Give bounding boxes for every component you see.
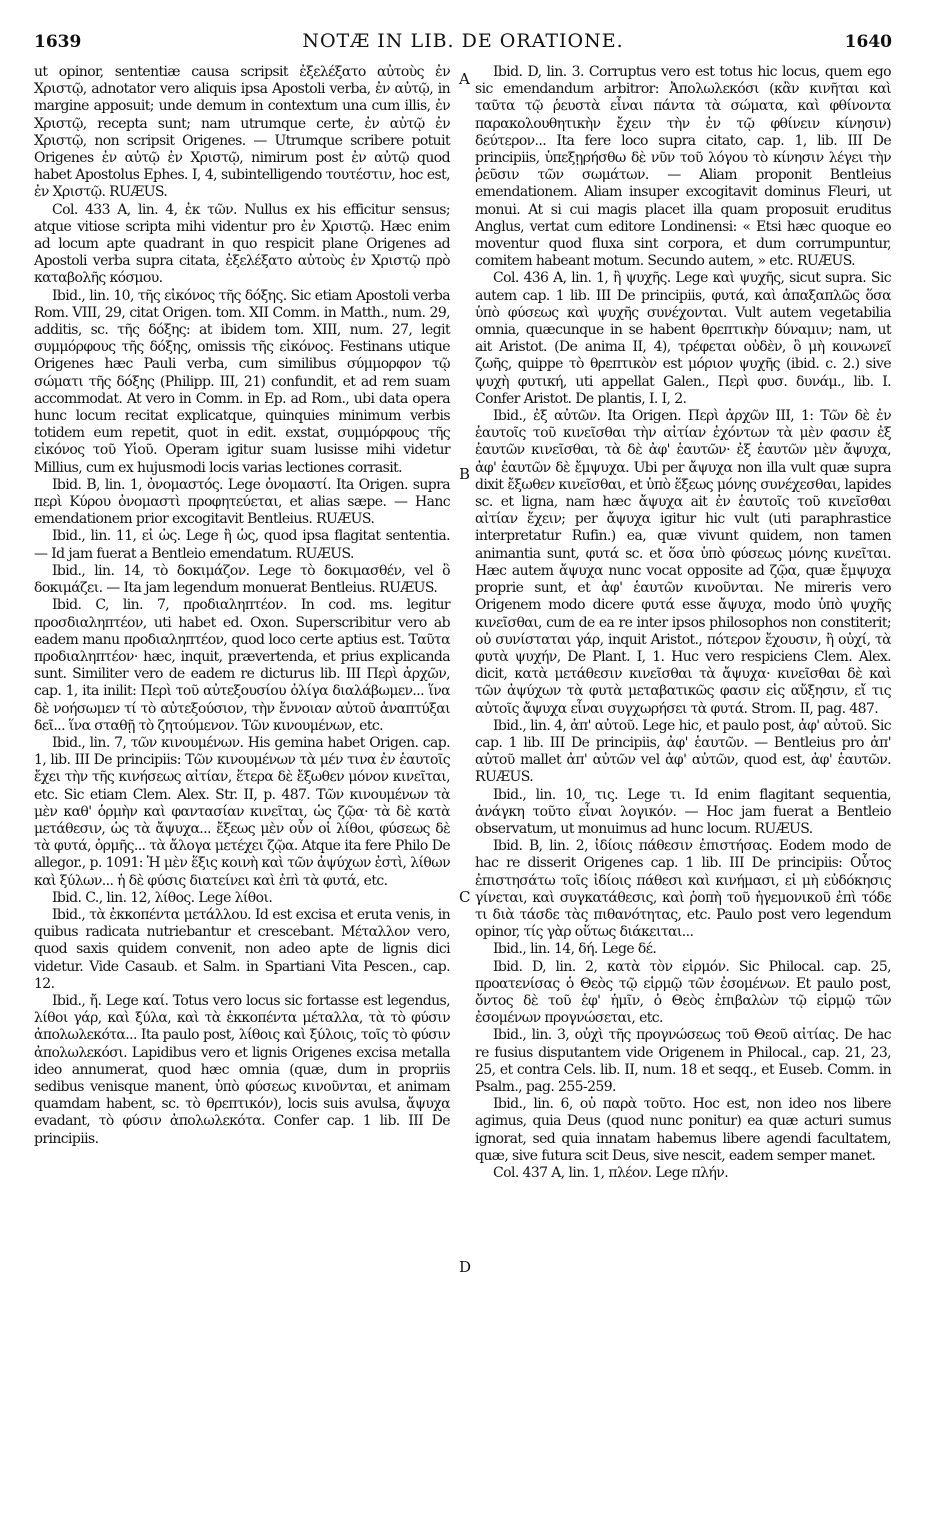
- note-paragraph: Ibid., lin. 7, τῶν κινουμένων. His gemina habet Origen. cap. 1, lib. III De principiis: Τῶν κινουμένων τὰ μέν τινα ἐν ἑαυτοῖς ἔχει τὴν τῆς κινήσεως αἰτίαν, ἕτερα δὲ ἔξωθεν μόνον κινεῖται, etc. Sic etiam Clem. Alex. Str. II, p. 487. Τῶν κινουμένων τὰ μὲν καθ' ὁρμὴν καὶ φαντασίαν κινεῖται, ὡς ζῷα· τὰ δὲ κατὰ μετάθεσιν, ὡς τὰ ἄψυχα... ἔξεως μὲν οὖν οἱ λίθοι, φύσεως δὲ τὰ φυτά, ὁρμῆς... τὰ ἄλογα μετέχει ζῷα. Atque ita fere Philo De allegor., p. 1091: Ἡ μὲν ἕξις κοινὴ καὶ τῶν ἀψύχων ἐστὶ, λίθων καὶ ξύλων... ἡ δὲ φύσις διατείνει καὶ ἐπὶ τὰ φυτά, etc.: [34, 734, 450, 889]
- note-paragraph: Ibid. C., lin. 12, λίθος. Lege λίθοι.: [52, 889, 273, 906]
- left-column: [34, 64, 450, 1148]
- note-paragraph: Col. 433 A, lin. 4, ἐκ τῶν. Nullus ex his efficitur sensus; atque vitiose scripta mihi videntur pro ἐν Χριστῷ. Hæc enim ad locum apte quadrant in quo respicit plane Origenes ad Apostoli verba supra citata, ἐξελέξατο αὐτοὺς ἐν Χριστῷ πρὸ καταβολῆς κόσμου.: [34, 201, 450, 287]
- section-marker-d: D: [459, 1258, 472, 1276]
- note-paragraph: Ibid., lin. 10, τῆς εἰκόνος τῆς δόξης. Sic etiam Apostoli verba Rom. VIII, 29, citat Origen. tom. XII Comm. in Matth., num. 29, additis, sc. τῆς δόξης: at ibidem tom. XIII, num. 27, legit συμμόρφους τῆς δόξης, omissis τῆς εἰκόνος. Festinans utique Origenes hæc Pauli verba, cum similibus σύμμορφον τῷ σώματι τῆς δόξης (Philipp. III, 21) confundit, et ad rem suam accommodat. At vero in Comm. in Ep. ad Rom., ubi data opera hunc locum recitat explicatque, quinquies minimum verbis totidem eum repetit, quot in edit. exstat, συμμόρφους τῆς εἰκόνος τοῦ Υἱοῦ. Operam igitur suam lusisse mihi videtur Millius, cum ex hujusmodi locis varias lectiones corrasit.: [34, 287, 450, 476]
- note-paragraph: ut opinor, sententiæ causa scripsit ἐξελέξατο αὐτοὺς ἐν Χριστῷ, adnotator vero aliquis ipsa Apostoli verba, ἐν αὐτῷ, in margine apposuit; unde demum in contextum una cum illis, ἐν Χριστῷ, recepta sunt; nam utrumque certe, ἐν αὐτῷ ἐν Χριστῷ, non scripsit Origenes. — Utrumque scribere potuit Origenes ἐν αὐτῷ ἐν Χριστῷ, nimirum post ἐν αὐτῷ quod habet Apostolus Ephes. I, 4, subintelligendo τουτέστιν, hoc est, ἐν Χριστῷ. RUÆUS.: [34, 64, 450, 201]
- note-paragraph: Ibid., ἤ. Lege καί. Totus vero locus sic fortasse est legendus, λίθοι γάρ, καὶ ξύλα, καὶ τὰ ἐκκοπέντα μέταλλα, τὰ τὸ φύσιν ἀπολωλεκότα... Ita paulo post, λίθοις καὶ ξύλοις, τοῖς τὸ φύσιν ἀπολωλεκόσι. Lapidibus vero et lignis Origenes excisa metalla ideo annumerat, quod hæc omnia (quæ, dum in propriis sedibus venisque manent, ὑπὸ φύσεως κινοῦνται, et animam quamdam habent, sc. τὸ θρεπτικόν), locis suis avulsa, ἄψυχα evadant, τὸ φύσιν ἀπολωλεκότα. Confer cap. 1 lib. III De principiis.: [34, 992, 450, 1147]
- note-paragraph: Ibid., lin. 14, δή. Lege δέ.: [493, 941, 657, 958]
- note-paragraph: Ibid., lin. 14, τὸ δοκιμάζον. Lege τὸ δοκιμασθέν, vel ὃ δοκιμάζει. — Ita jam legendum monuerat Bentleius. RUÆUS.: [34, 562, 450, 597]
- note-paragraph: Ibid. B, lin. 1, ὀνομαστός. Lege ὀνομαστί. Ita Origen. supra περὶ Κύρου ὀνομαστὶ προφητεύεται, et alias sæpe. — Hanc emendationem prior excogitavit Bentleius. RUÆUS.: [34, 476, 450, 528]
- note-paragraph: Ibid. B, lin. 2, ἰδίοις πάθεσιν ἐπιστήσας. Eodem modo de hac re disserit Origenes cap. 1 lib. III De principiis: Οὗτος ἐπιστησάτω τοῖς ἰδίοις πάθεσι καὶ κινήμασι, εἰ μὴ εὐδόκησις γίνεται, καὶ συγκατάθεσις, καὶ ῥοπὴ τοῦ ἡγεμονικοῦ ἐπὶ τόδε τι διὰ τάσδε τὰς πιθανότητας, etc. Paulo post vero legendum opinor, τίς γὰρ οὕτως διάκειται...: [475, 838, 891, 941]
- note-paragraph: Ibid. D, lin. 3. Corruptus vero est totus hic locus, quem ego sic emendandum arbitror: Ἀπολωλεκόσι (κἂν κινῆται καὶ ταῦτα τῷ ῥευστὰ εἶναι πάντα τὰ σώματα, καὶ φθίνοντα παρακολουθητικὴν ἔχειν τὴν ἐν τῷ φθίνειν κίνησιν) δεύτερον... Ita fere loco supra citato, cap. 1, lib. III De principiis, ὑπεξῃρήσθω δὲ νῦν τοῦ λόγου τὸ κίνησιν λέγει τὴν ῥεῦσιν τῶν σωμάτων. — Aliam proponit Bentleius emendationem. Aliam insuper excogitavit dominus Fleuri, ut monui. At si cui magis placet illa quam proposuit eruditus Anglus, vertat cum editore Londinensi: « Etsi hæc quoque eo moventur quod fluxa sint corpora, et dum corrumpuntur, comitem habeant motum. Secundo autem, » etc. RUÆUS.: [475, 64, 891, 270]
- note-paragraph: Col. 436 A, lin. 1, ἢ ψυχῆς. Lege καὶ ψυχῆς, sicut supra. Sic autem cap. 1 lib. III De principiis, φυτά, καὶ ἁπαξαπλῶς ὅσα ὑπὸ φύσεως καὶ ψυχῆς συνέχονται. Vult autem vegetabilia omnia, quæcunque in se habent θρεπτικὴν δύναμιν; nam, ut ait Aristot. (De anima II, 4), τρέφεται οὐδὲν, ὃ μὴ κοινωνεῖ ζωῆς, quippe τὸ θρεπτικὸν est μόριον ψυχῆς (ibid. c. 2.) sive ψυχὴ φυτική, uti appellat Galen., Περὶ φυσ. δυνάμ., lib. I. Confer Aristot. De plantis, I. I, 2.: [475, 270, 891, 407]
- note-paragraph: Col. 437 A, lin. 1, πλέον. Lege πλήν.: [493, 1165, 729, 1181]
- note-paragraph: Ibid., τὰ ἐκκοπέντα μετάλλου. Id est excisa et eruta venis, in quibus radicata nutriebantur et crescebant. Μέταλλον vero, quod saxis quidem convenit, non adeo apte de lignis dici videtur. Vide Casaub. et Salm. in Spartiani Vita Pescen., cap. 12.: [34, 906, 450, 992]
- right-column: [475, 64, 891, 1182]
- note-paragraph: Ibid. C, lin. 7, προδιαληπτέον. In cod. ms. legitur προσδιαληπτέον, uti habet ed. Oxon. Superscribitur vero ab eadem manu προδιαληπτέον, quod loco certe aptius est. Ταῦτα προδιαληπτέον· hæc, inquit, prævertenda, et prius explicanda sunt. Similiter vero de eadem re dicturus lib. III Περὶ ἀρχῶν, cap. 1, ita inilit: Περὶ τοῦ αὐτεξουσίου ὀλίγα διαλάβωμεν... ἵνα δὲ νοήσωμεν τί τὸ αὐτεξούσιον, τὴν ἔννοιαν αὐτοῦ ἀναπτύξαι δεῖ... ἵνα σταθῇ τὸ ζητούμενον. Τῶν κινουμένων, etc.: [34, 597, 450, 734]
- note-paragraph: Ibid. D, lin. 2, κατὰ τὸν εἱρμόν. Sic Philocal. cap. 25, προατενίσας ὁ Θεὸς τῷ εἱρμῷ τῶν ἐσομένων. Et paulo post, ὄντος δὲ τοῦ ἐφ' ἡμῖν, ὁ Θεὸς ἐπιβαλὼν τῷ εἱρμῷ τῶν ἐσομένων προγνώσεται, etc.: [475, 958, 891, 1027]
- note-paragraph: Ibid., lin. 4, ἀπ' αὐτοῦ. Lege hic, et paulo post, ἀφ' αὐτοῦ. Sic cap. 1 lib. III De principiis, ἀφ' ἑαυτῶν. — Bentleius pro ἀπ' αὐτοῦ mallet ἀπ' αὐτῶν vel ἀφ' αὐτῶν, quod est, ἀφ' ἑαυτῶν. RUÆUS.: [475, 717, 891, 786]
- section-marker-b: B: [459, 465, 471, 483]
- page-number-right: 1640: [844, 32, 892, 52]
- running-title: NOTÆ IN LIB. DE ORATIONE.: [302, 30, 624, 52]
- note-paragraph: Ibid., lin. 11, εἰ ὡς. Lege ἢ ὡς, quod ipsa flagitat sententia. — Id jam fuerat a Bentleio emendatum. RUÆUS.: [34, 528, 450, 562]
- note-paragraph: Ibid., lin. 3, οὐχὶ τῆς προγνώσεως τοῦ Θεοῦ αἰτίας. De hac re fusius disputantem vide Origenem in Philocal., cap. 21, 23, 25, et contra Cels. lib. II, num. 18 et seqq., et Euseb. Comm. in Psalm., pag. 255-259.: [475, 1027, 891, 1095]
- note-paragraph: Ibid., lin. 6, οὐ παρὰ τοῦτο. Hoc est, non ideo nos libere agimus, quia Deus (quod nunc ponitur) ea quæ acturi sumus ignorat, sed quia innatam habemus libere agendi facultatem, quæ, sive futura scit Deus, sive nescit, eadem semper manet.: [475, 1096, 891, 1164]
- page-number-left: 1639: [34, 32, 82, 52]
- note-paragraph: Ibid., lin. 10, τις. Lege τι. Id enim flagitant sequentia, ἀνάγκη τοῦτο εἶναι λογικόν. — Hoc jam fuerat a Bentleio observatum, ut monuimus ad hunc locum. RUÆUS.: [475, 786, 891, 837]
- section-marker-c: C: [459, 888, 471, 906]
- page-header: [34, 6, 892, 52]
- note-paragraph: Ibid., ἐξ αὐτῶν. Ita Origen. Περὶ ἀρχῶν III, 1: Τῶν δὲ ἐν ἑαυτοῖς τοῦ κινεῖσθαι τὴν αἰτίαν ἐχόντων τὰ μὲν φασιν ἐξ ἑαυτῶν κινεῖσθαι, τὰ δὲ ἀφ' ἑαυτῶν· ἐξ ἑαυτῶν μὲν ἄψυχα, ἀφ' ἑαυτῶν δὲ ἔμψυχα. Ubi per ἄψυχα non illa vult quæ supra dixit ἔξωθεν κινεῖσθαι, et ὑπὸ ἕξεως μόνης συνέχεσθαι, lapides sc. et ligna, nam hæc ἄψυχα ait ἐν ἑαυτοῖς τοῦ κινεῖσθαι αἰτίαν ἔχειν; per ἄψυχα igitur hic vult (uti paraphrastice interpretatur Rufin.) ea, quæ vivunt quidem, non tamen animantia sunt, φυτά sc. et ὅσα ὑπὸ φύσεως μόνης κινεῖται. Hæc autem ἄψυχα nunc vocat opposite ad ζῷα, quæ ἔμψυχα proprie sunt, et ἀφ' ἑαυτῶν κινοῦνται. Ne mireris vero Origenem modo dicere φυτά esse ἄψυχα, modo ὑπὸ ψυχῆς κινεῖσθαι, cum de ea re inter ipsos philosophos non constiterit; οὐ συνίσταται γάρ, inquit Aristot., πότερον ἔχουσιν, ἢ οὐχί, τὰ φυτὰ ψυχήν, De Plant. I, 1. Huc vero respiciens Clem. Alex. dicit, κατὰ μετάθεσιν κινεῖσθαι τὰ ἄψυχα· κινεῖσθαι δὲ καὶ τῶν ἀψύχων τὰ φυτὰ μεταβατικῶς φασιν εἰς αὔξησιν, εἴ τις αὐτοῖς ἄψυχα εἶναι συγχωρήσει τὰ φυτά. Strom. II, pag. 487.: [475, 408, 891, 717]
- section-marker-a: A: [459, 70, 470, 88]
